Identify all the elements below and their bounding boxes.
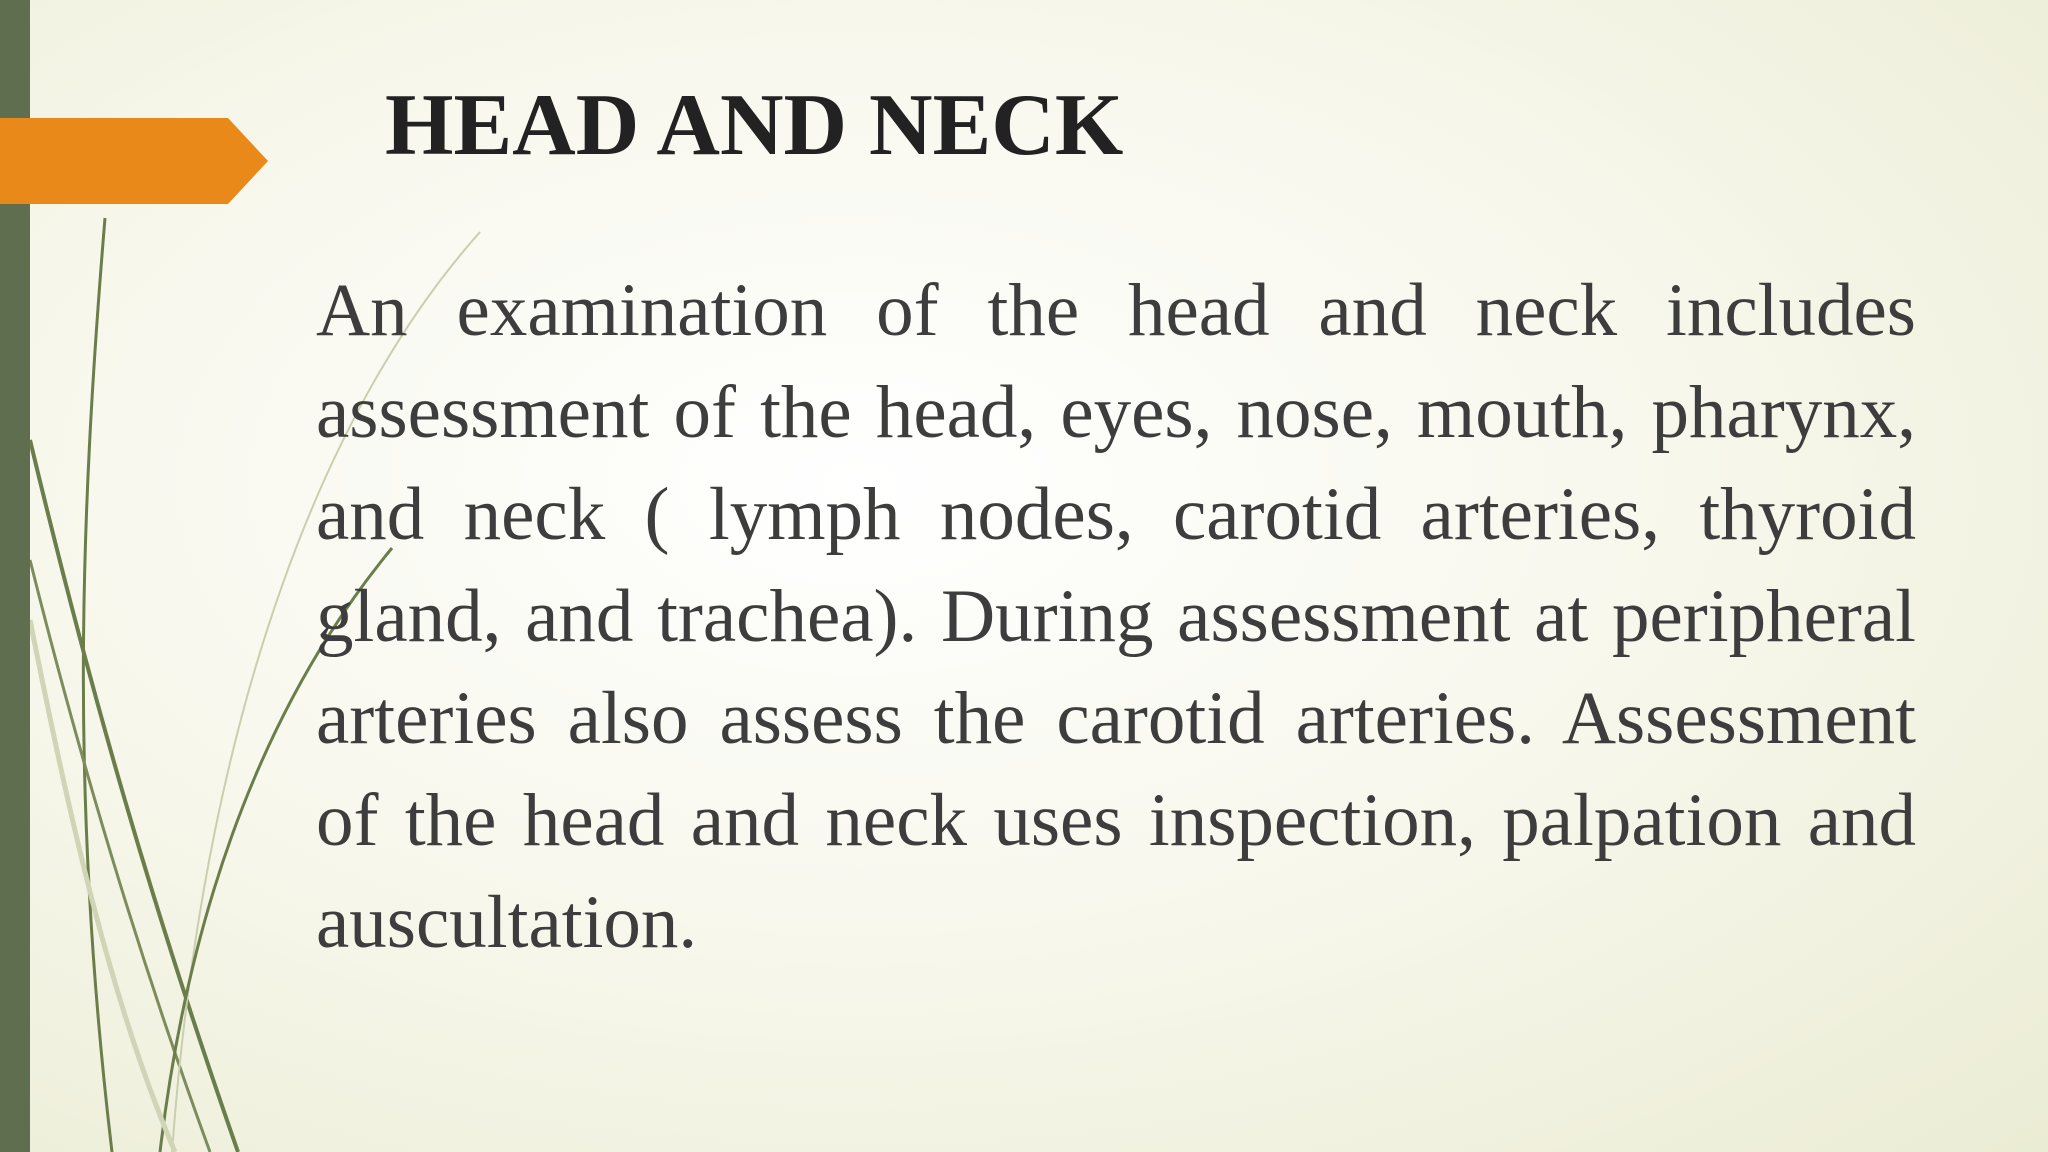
orange-arrow-tab: [0, 118, 270, 204]
slide-title: HEAD AND NECK: [385, 77, 1124, 174]
slide-body-text: An examination of the head and neck includes assessment of the head, eyes, nose, mouth, pharynx, and neck ( lymph nodes, carotid arteries, thyroid gland, and trachea). During assessment at peripheral arteries also assess the carotid arteries. Assessment of the head and neck uses inspection, palpation and auscultation.: [316, 269, 1916, 964]
